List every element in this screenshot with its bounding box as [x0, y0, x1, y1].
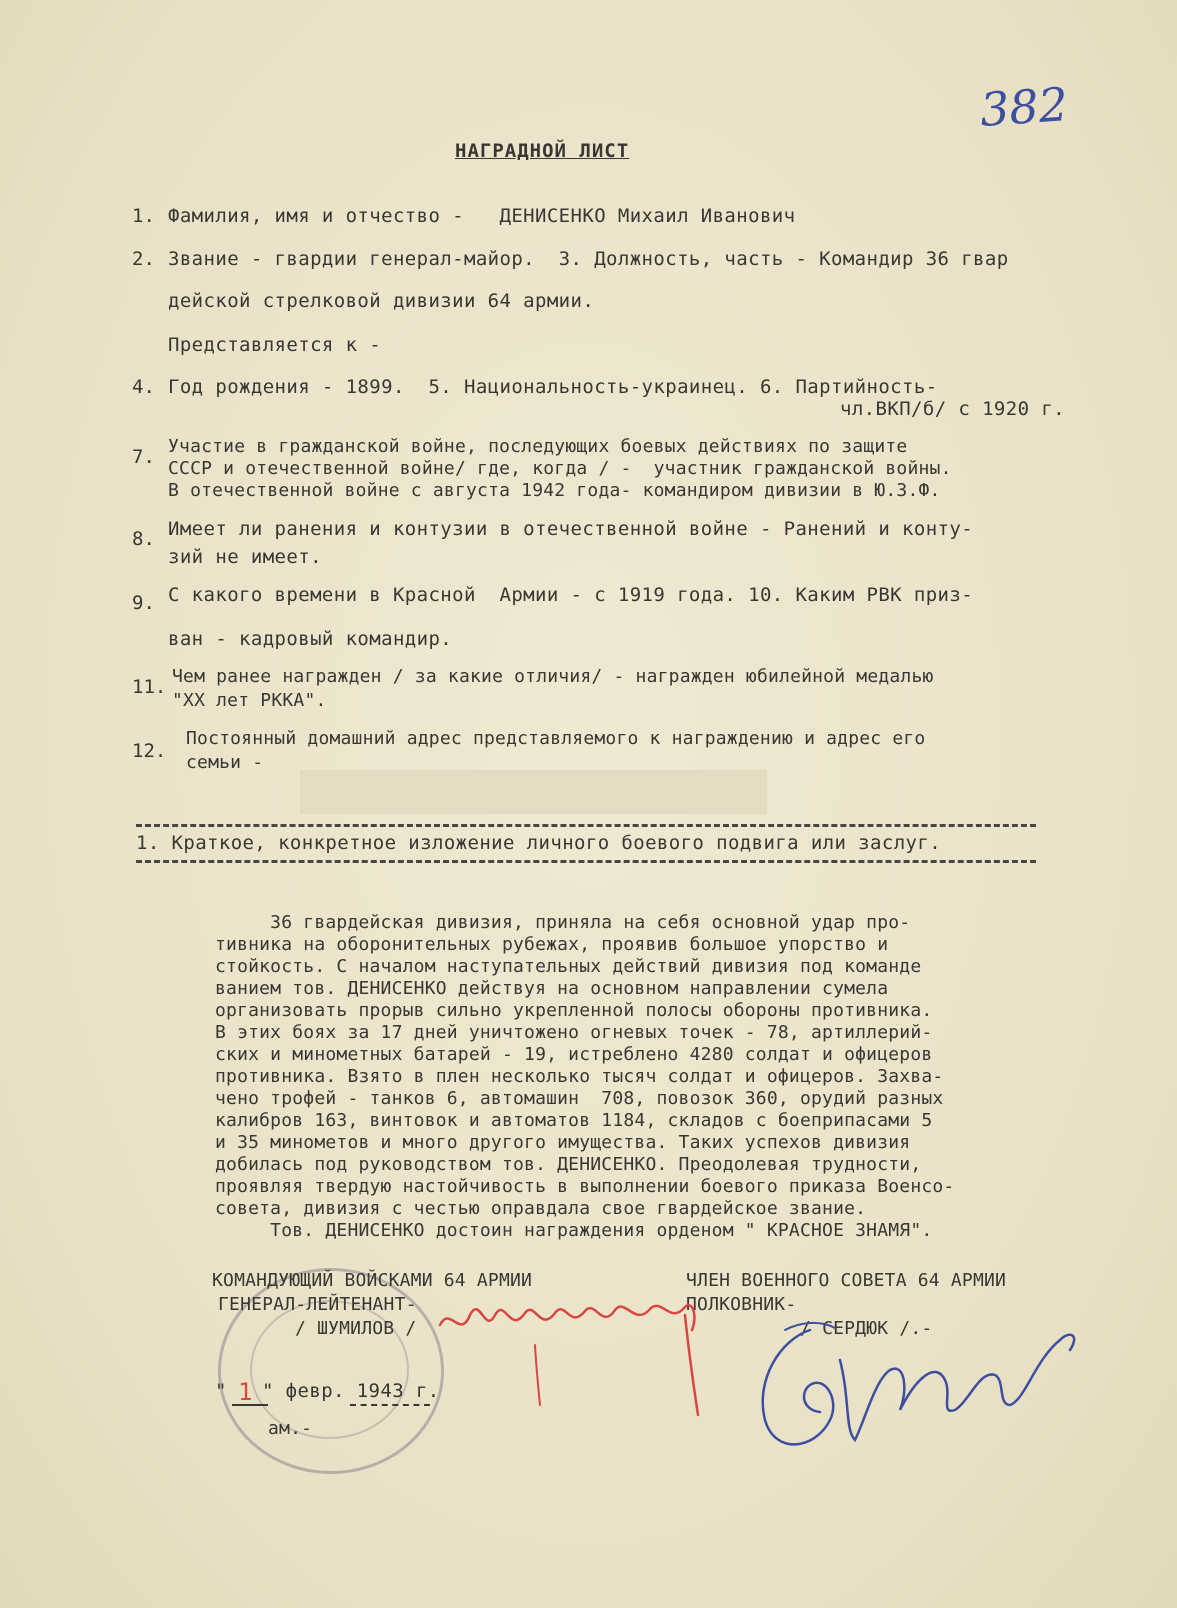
initials: ам.-	[268, 1418, 313, 1439]
body-line: 36 гвардейская дивизия, приняла на себя основной удар про-	[215, 912, 911, 933]
item-1-text: Фамилия, имя и отчество - ДЕНИСЕНКО Михаил Иванович	[168, 205, 796, 227]
date-day: 1	[238, 1378, 253, 1406]
section-heading: 1. Краткое, конкретное изложение личного боевого подвига или заслуг.	[136, 832, 942, 854]
body-line: Тов. ДЕНИСЕНКО достоин награждения орденом " КРАСНОЕ ЗНАМЯ".	[215, 1220, 933, 1241]
separator-top	[136, 824, 1036, 827]
item-12-number: 12.	[132, 740, 167, 762]
date-dash	[350, 1404, 430, 1406]
item-2-number: 2.	[132, 248, 155, 270]
item-11-line1: Чем ранее награжден / за какие отличия/ - награжден юбилейной медалью	[172, 666, 934, 687]
item-12-line1: Постоянный домашний адрес представляемого к награждению и адрес его	[186, 728, 926, 749]
archive-number: 382	[978, 77, 1070, 137]
red-signature	[430, 1285, 720, 1425]
left-signatory-line3: / ШУМИЛОВ /	[295, 1318, 417, 1339]
separator-bottom	[136, 860, 1036, 863]
item-2-line2: дейской стрелковой дивизии 64 армии.	[168, 290, 595, 312]
redacted-address	[300, 770, 767, 814]
right-signatory-line3: / СЕРДЮК /.-	[800, 1318, 933, 1339]
item-8-number: 8.	[132, 528, 155, 550]
item-11-line2: "ХХ лет РККА".	[172, 690, 327, 711]
body-line: проявляя твердую настойчивость в выполнении боевого приказа Военсо-	[215, 1176, 955, 1197]
body-line: совета, дивизия с честью оправдала свое гвардейское звание.	[215, 1198, 867, 1219]
body-line: противника. Взято в плен несколько тысяч солдат и офицеров. Захва-	[215, 1066, 944, 1087]
item-4-line1: Год рождения - 1899. 5. Национальность-украинец. 6. Партийность-	[168, 376, 938, 398]
item-7-number: 7.	[132, 446, 155, 468]
item-4-line2: чл.ВКП/б/ с 1920 г.	[840, 398, 1065, 420]
item-9-line1: С какого времени в Красной Армии - с 1919 года. 10. Каким РВК приз-	[168, 584, 974, 606]
item-2-line1: Звание - гвардии генерал-майор. 3. Должность, часть - Командир 36 гвар	[168, 248, 1009, 270]
body-line: добилась под руководством тов. ДЕНИСЕНКО. Преодолевая трудности,	[215, 1154, 922, 1175]
body-line: В этих боях за 17 дней уничтожено огневых точек - 78, артиллерий-	[215, 1022, 933, 1043]
item-11-number: 11.	[132, 676, 167, 698]
body-line: ванием тов. ДЕНИСЕНКО действуя на основном направлении сумела	[215, 978, 889, 999]
item-12-line2: семьи -	[186, 752, 264, 773]
item-7-line2: СССР и отечественной войне/ где, когда / - участник гражданской войны.	[168, 458, 952, 479]
date-underline	[232, 1404, 268, 1406]
item-1-number: 1.	[132, 205, 155, 227]
body-line: ских и минометных батарей - 19, истреблено 4280 солдат и офицеров	[215, 1044, 933, 1065]
body-line: чено трофей - танков 6, автомашин 708, повозок 360, орудий разных	[215, 1088, 944, 1109]
left-signatory-line1: КОМАНДУЮЩИЙ ВОЙСКАМИ 64 АРМИИ	[212, 1270, 533, 1291]
item-4-number: 4.	[132, 376, 155, 398]
item-8-line1: Имеет ли ранения и контузии в отечественной войне - Ранений и конту-	[168, 518, 974, 540]
item-7-line3: В отечественной войне с августа 1942 года- командиром дивизии в Ю.З.Ф.	[168, 480, 941, 501]
body-line: калибров 163, винтовок и автоматов 1184, складов с боеприпасами 5	[215, 1110, 933, 1131]
item-7-line1: Участие в гражданской войне, последующих боевых действиях по защите	[168, 436, 908, 457]
presented-to: Представляется к -	[168, 334, 382, 356]
item-9-line2: ван - кадровый командир.	[168, 628, 453, 650]
date-rest: " февр. 1943 г.	[262, 1380, 440, 1402]
item-9-number: 9.	[132, 592, 155, 614]
left-signatory-line2: ГЕНЕРАЛ-ЛЕЙТЕНАНТ-	[218, 1294, 417, 1315]
body-line: организовать прорыв сильно укрепленной полосы обороны противника.	[215, 1000, 933, 1021]
blue-signature	[740, 1300, 1100, 1470]
body-line: тивника на оборонительных рубежах, проявив большое упорство и	[215, 934, 889, 955]
body-line: стойкость. С началом наступательных действий дивизия под команде	[215, 956, 922, 977]
document-title: НАГРАДНОЙ ЛИСТ	[455, 140, 630, 162]
item-8-line2: зий не имеет.	[168, 546, 322, 568]
body-line: и 35 минометов и много другого имущества. Таких успехов дивизия	[215, 1132, 911, 1153]
right-signatory-line2: ПОЛКОВНИК-	[686, 1294, 797, 1315]
right-signatory-line1: ЧЛЕН ВОЕННОГО СОВЕТА 64 АРМИИ	[686, 1270, 1007, 1291]
date-open-quote: "	[215, 1380, 227, 1402]
